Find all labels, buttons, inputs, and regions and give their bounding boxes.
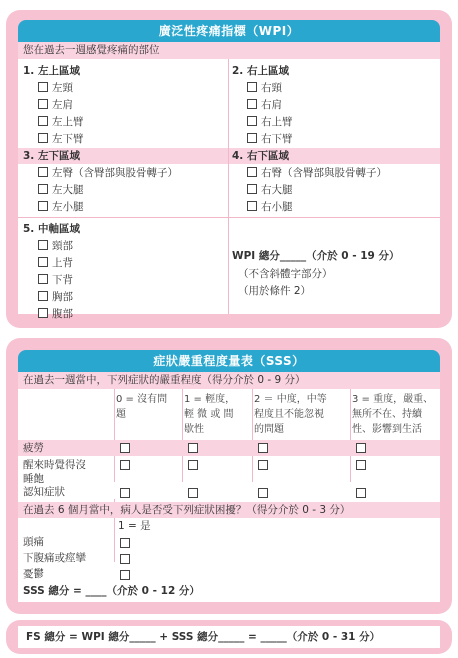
- sss-total: SSS 總分 = ____（介於 0 - 12 分）: [23, 585, 200, 597]
- checkbox[interactable]: [247, 167, 257, 177]
- list-item: 下腹痛或痙攣: [18, 550, 440, 566]
- checkbox[interactable]: [38, 274, 48, 284]
- region-label: 5. 中軸區域: [23, 223, 80, 235]
- checkbox[interactable]: [356, 460, 366, 470]
- checkbox[interactable]: [258, 443, 268, 453]
- checkbox[interactable]: [38, 184, 48, 194]
- checkbox[interactable]: [38, 82, 48, 92]
- list-item: 憂鬱: [18, 566, 440, 582]
- symptom-label: 醒來時覺得沒 睡飽: [23, 459, 86, 485]
- checkbox-item[interactable]: 左上臂: [38, 115, 84, 129]
- symptom-label: 疲勞: [23, 442, 44, 454]
- checkbox[interactable]: [38, 201, 48, 211]
- checkbox[interactable]: [188, 443, 198, 453]
- checkbox[interactable]: [38, 116, 48, 126]
- sss-question2-row: [18, 502, 440, 518]
- sss-question2: 在過去 6 個月當中，病人是否受下列症狀困擾？（得分介於 0 - 3 分）: [23, 504, 351, 516]
- checkbox-item[interactable]: 左肩: [38, 98, 73, 112]
- checkbox-item[interactable]: 腹部: [38, 307, 73, 321]
- checkbox[interactable]: [38, 308, 48, 318]
- checkbox[interactable]: [38, 99, 48, 109]
- checkbox[interactable]: [247, 133, 257, 143]
- checkbox[interactable]: [258, 460, 268, 470]
- list-item: 頭痛: [18, 534, 440, 550]
- region-label: 1. 左上區域: [23, 65, 80, 77]
- sss-question-row: [18, 372, 440, 389]
- region-row-lower: [18, 148, 440, 164]
- checkbox[interactable]: [120, 488, 130, 498]
- wpi-title: 廣泛性疼痛指標（WPI）: [18, 20, 440, 42]
- checkbox-item[interactable]: 左臀（含臀部與股骨轉子）: [38, 166, 178, 180]
- wpi-question-row: [18, 42, 440, 59]
- checkbox[interactable]: [38, 257, 48, 267]
- checkbox-item[interactable]: 右臀（含臀部與股骨轉子）: [247, 166, 387, 180]
- checkbox[interactable]: [38, 291, 48, 301]
- sss-body: [18, 372, 440, 602]
- fs-total: FS 總分 = WPI 總分_____ + SSS 總分_____ = _____（介於 0 - 31 分）: [26, 631, 381, 643]
- checkbox[interactable]: [247, 99, 257, 109]
- checkbox[interactable]: [356, 443, 366, 453]
- checkbox-item[interactable]: 上背: [38, 256, 73, 270]
- checkbox[interactable]: [188, 460, 198, 470]
- wpi-total: WPI 總分_____（介於 0 - 19 分）: [232, 250, 400, 262]
- checkbox-item[interactable]: 右大腿: [247, 183, 293, 197]
- sss-panel: [6, 338, 452, 614]
- col-header-0: 0 = 沒有問 題: [116, 394, 168, 420]
- region-label: 3. 左下區域: [23, 150, 80, 162]
- wpi-panel: [6, 10, 452, 328]
- checkbox[interactable]: [38, 167, 48, 177]
- table-row: [18, 457, 440, 487]
- region-label: 4. 右下區域: [232, 150, 289, 162]
- checkbox-item[interactable]: 左頸: [38, 81, 73, 95]
- wpi-body: [18, 42, 440, 320]
- col-header-3: 3 = 重度，嚴重、 無所不在、持續 性、影響到生活: [352, 394, 434, 435]
- checkbox[interactable]: [356, 488, 366, 498]
- checkbox-item[interactable]: 右上臂: [247, 115, 293, 129]
- checkbox[interactable]: [120, 538, 130, 548]
- checkbox[interactable]: [247, 82, 257, 92]
- wpi-note-condition: （用於條件 2）: [238, 285, 312, 297]
- checkbox-item[interactable]: 頸部: [38, 239, 73, 253]
- checkbox[interactable]: [120, 570, 130, 580]
- sss-title: 症狀嚴重程度量表（SSS）: [18, 350, 440, 372]
- checkbox-item[interactable]: 左小腿: [38, 200, 84, 214]
- yes-label: 1 = 是: [118, 520, 151, 532]
- checkbox-item[interactable]: 右頸: [247, 81, 282, 95]
- checkbox[interactable]: [258, 488, 268, 498]
- region-label: 2. 右上區域: [232, 65, 289, 77]
- checkbox[interactable]: [247, 116, 257, 126]
- col-header-2: 2 ＝ 中度，中等 程度且不能忽視 的問題: [254, 394, 327, 435]
- checkbox[interactable]: [120, 554, 130, 564]
- sss-question: 在過去一週當中，下列症狀的嚴重程度（得分介於 0 - 9 分）: [23, 374, 306, 386]
- symptom-label: 認知症狀: [23, 486, 65, 498]
- checkbox-item[interactable]: 右肩: [247, 98, 282, 112]
- checkbox[interactable]: [247, 184, 257, 194]
- fs-panel: [6, 620, 452, 654]
- fs-body: [18, 626, 440, 648]
- checkbox-item[interactable]: 左大腿: [38, 183, 84, 197]
- checkbox-item[interactable]: 下背: [38, 273, 73, 287]
- checkbox[interactable]: [120, 443, 130, 453]
- table-row: [18, 440, 440, 456]
- wpi-note-italic: （不含斜體字部分）: [238, 268, 333, 280]
- checkbox-item[interactable]: 右下臂: [247, 132, 293, 146]
- checkbox-item[interactable]: 胸部: [38, 290, 73, 304]
- table-row: [18, 484, 440, 500]
- col-header-1: 1 = 輕度， 輕 微 或 間 歇性: [184, 394, 236, 435]
- checkbox[interactable]: [38, 240, 48, 250]
- checkbox-item[interactable]: 左下臂: [38, 132, 84, 146]
- checkbox[interactable]: [247, 201, 257, 211]
- checkbox[interactable]: [188, 488, 198, 498]
- checkbox-item[interactable]: 右小腿: [247, 200, 293, 214]
- checkbox[interactable]: [38, 133, 48, 143]
- wpi-question: 您在過去一週感覺疼痛的部位: [23, 44, 160, 56]
- checkbox[interactable]: [120, 460, 130, 470]
